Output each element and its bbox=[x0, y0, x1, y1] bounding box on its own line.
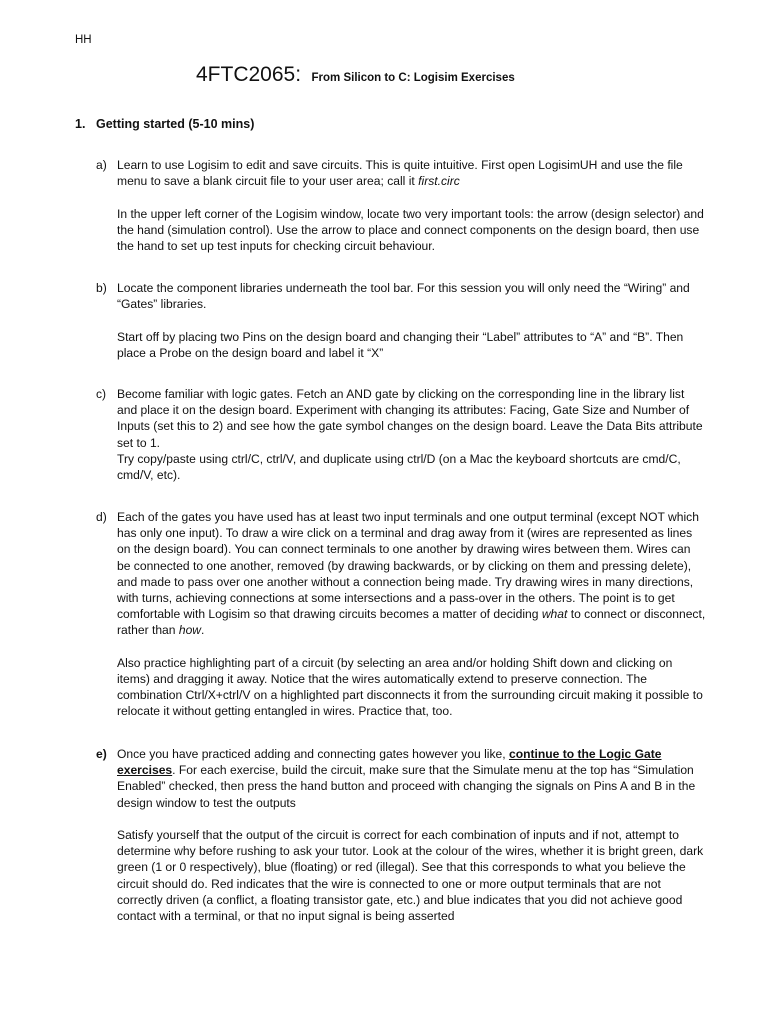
title-subtitle: From Silicon to C: Logisim Exercises bbox=[311, 72, 515, 84]
item-d-paragraph-2: Also practice highlighting part of a circuit (by selecting an area and/or holding Shift down and clicking on items) and dragging it away. Notice that the wires automatically extend to preserve connection. The combination Ctrl/X+ctrl/V on a highlighted part disconnects it from the surrounding circuit making it possible to relocate it without getting entangled in wires. Practice that, too. bbox=[117, 655, 703, 719]
item-a-paragraph-2: In the upper left corner of the Logisim window, locate two very important tools: the arrow (design selector) and the hand (simulation control). Use the arrow to place and connect components on the design board, then use the hand to set up test inputs for checking circuit behaviour. bbox=[117, 206, 704, 253]
item-c-paragraph-2: Try copy/paste using ctrl/C, ctrl/V, and duplicate using ctrl/D (on a Mac the keyboard shortcuts are cmd/C, cmd/V, etc). bbox=[117, 451, 681, 483]
filename-emphasis: first.circ bbox=[418, 174, 460, 189]
item-marker: d) bbox=[96, 510, 107, 524]
section-title: Getting started (5-10 mins) bbox=[96, 117, 255, 131]
emphasis-what: what bbox=[541, 607, 568, 622]
list-item-d bbox=[96, 509, 706, 720]
section-number: 1. bbox=[75, 117, 86, 131]
item-marker: b) bbox=[96, 281, 107, 295]
item-b-paragraph-2: Start off by placing two Pins on the design board and changing their “Label” attributes to “A” and “B”. Then place a Probe on the design board and label it “X” bbox=[117, 329, 684, 360]
page-title bbox=[196, 63, 515, 87]
item-e-paragraph-2: Satisfy yourself that the output of the circuit is correct for each combination of inputs and if not, attempt to determine why before rushing to ask your tutor. Look at the colour of the wires, whether it is bright green, dark green (1 or 0 respectively), blue (floating) or red (illegal). See that this corresponds to what you believe the circuit should do. Red indicates that the wire is connected to one or more output terminals that are not correctly driven (a conflict, a floating transistor gate, etc.) and blue indicates that you did not achieve good contact with a terminal, or that no input signal is being asserted bbox=[117, 828, 704, 924]
item-text: . For each exercise, build the circuit, make sure that the Simulate menu at the top has “Simulation Enabled” checked, then press the hand button and proceed with changing the signals on Pins A and B in the design window to test the outputs bbox=[117, 763, 696, 810]
logic-gate-exercises-link[interactable]: continue to the Logic Gate exercises bbox=[117, 747, 662, 778]
item-d-paragraph-1 bbox=[117, 509, 706, 639]
item-e-paragraph-1 bbox=[117, 746, 706, 811]
list-item-c bbox=[96, 386, 706, 483]
item-b-paragraph-1: Locate the component libraries underneath the tool bar. For this session you will only need the “Wiring” and “Gates” libraries. bbox=[117, 281, 690, 312]
item-text: to connect or disconnect, rather than bbox=[117, 607, 706, 638]
item-marker: e) bbox=[96, 747, 107, 761]
section-heading bbox=[75, 117, 254, 131]
item-a-paragraph-1 bbox=[117, 157, 706, 189]
item-marker: c) bbox=[96, 387, 107, 401]
item-text: . bbox=[201, 623, 205, 638]
item-marker: a) bbox=[96, 158, 107, 172]
course-code: 4FTC2065: bbox=[196, 63, 302, 86]
emphasis-how: how bbox=[178, 623, 202, 638]
item-text: Once you have practiced adding and connecting gates however you like, bbox=[117, 747, 509, 761]
list-item-b bbox=[96, 280, 706, 361]
list-item-a bbox=[96, 157, 706, 254]
item-text: Each of the gates you have used has at least two input terminals and one output terminal (except NOT which has only one input). To draw a wire click on a terminal and drag away from it (wires are represented as lines on the design board). You can connect terminals to one another by drawing wires between them. Wires can be connected to one another, removed (by drawing backwards, or by clicking on them and pressing delete), and made to pass over one another without a connection being made. Try drawing wires in many directions, with turns, achieving connections at some intersections and a pass-over in the others. The point is to get comfortable with Logisim so that drawing circuits becomes a matter of deciding bbox=[117, 510, 699, 622]
item-text: Learn to use Logisim to edit and save circuits. This is quite intuitive. First open LogisimUH and use the file menu to save a blank circuit file to your user area; call it bbox=[117, 158, 683, 189]
list-item-e bbox=[96, 746, 706, 924]
item-c-paragraph-1: Become familiar with logic gates. Fetch an AND gate by clicking on the corresponding line in the library list and place it on the design board. Experiment with changing its attributes: Facing, Gate Size and Number of Inputs (set this to 2) and see how the gate symbol changes on the design board. Leave the Data Bits attribute set to 1. bbox=[117, 387, 703, 450]
header-initials: HH bbox=[75, 34, 92, 46]
